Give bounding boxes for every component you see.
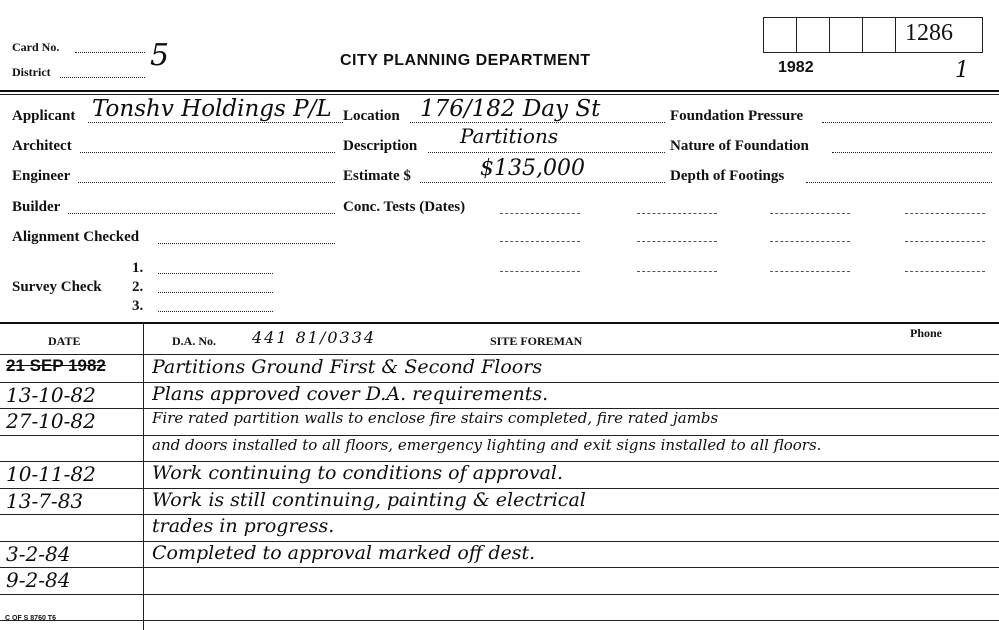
description-line (428, 152, 665, 153)
conc-line-1c (770, 213, 850, 214)
depth-footings-label: Depth of Footings (670, 168, 785, 184)
builder-label: Builder (12, 199, 61, 215)
survey-item-2: 2. (132, 279, 144, 295)
log-date: 13-10-82 (6, 382, 96, 407)
conc-line-1d (905, 213, 985, 214)
conc-line-2b (637, 241, 717, 242)
log-note: Work continuing to conditions of approval. (152, 462, 564, 484)
conc-tests-label: Conc. Tests (Dates) (343, 199, 466, 215)
footer-code: C OF S 8760 T6 (5, 615, 56, 622)
architect-label: Architect (12, 138, 72, 154)
log-date: 13-7-83 (6, 488, 84, 513)
log-note: Plans approved cover D.A. requirements. (152, 382, 549, 405)
applicant-value: Tonshv Holdings P/L (92, 96, 332, 122)
location-line (410, 122, 665, 123)
log-date: 10-11-82 (6, 462, 96, 486)
description-value: Partitions (460, 124, 559, 148)
number-box-1 (763, 17, 797, 53)
log-row-rule (0, 514, 999, 515)
conc-line-3b (637, 271, 717, 272)
number-box-2 (796, 17, 830, 53)
conc-line-3c (770, 271, 850, 272)
da-value: 441 81/0334 (252, 328, 377, 347)
log-note: trades in progress. (152, 515, 335, 537)
number-box-4 (862, 17, 896, 53)
log-top-rule (0, 322, 999, 324)
conc-line-2c (770, 241, 850, 242)
year-label: 1982 (778, 59, 814, 76)
conc-line-3a (500, 271, 580, 272)
conc-line-1b (637, 213, 717, 214)
builder-line (68, 213, 335, 214)
conc-line-2d (905, 241, 985, 242)
foundation-pressure-label: Foundation Pressure (670, 108, 804, 124)
district-line (60, 77, 145, 78)
number-box-3 (829, 17, 863, 53)
da-label: D.A. No. (172, 334, 216, 348)
alignment-line (158, 243, 335, 244)
site-foreman-label: SITE FOREMAN (490, 334, 583, 348)
applicant-label: Applicant (12, 108, 76, 124)
estimate-label: Estimate $ (343, 168, 411, 184)
date-header: DATE (48, 334, 81, 348)
applicant-line (88, 122, 343, 123)
conc-line-2a (500, 241, 580, 242)
conc-line-1a (500, 213, 580, 214)
nature-foundation-line (832, 152, 992, 153)
department-title: CITY PLANNING DEPARTMENT (340, 52, 591, 69)
architect-line (80, 152, 335, 153)
phone-label: Phone (910, 326, 943, 340)
log-note: Completed to approval marked off dest. (152, 541, 536, 564)
log-header-rule (0, 354, 999, 355)
nature-foundation-label: Nature of Foundation (670, 138, 809, 154)
header-rule (0, 90, 999, 92)
estimate-value: $135,000 (480, 156, 585, 181)
log-date: 3-2-84 (6, 541, 71, 566)
depth-footings-line (806, 182, 992, 183)
log-note: Partitions Ground First & Second Floors (152, 356, 543, 378)
description-label: Description (343, 138, 418, 154)
location-label: Location (343, 108, 400, 124)
log-row-rule (0, 594, 999, 595)
log-date: 9-2-84 (6, 568, 71, 592)
corner-mark: 1 (955, 58, 969, 83)
card-no-label: Card No. (12, 40, 60, 54)
survey-line-3 (158, 311, 273, 312)
survey-line-1 (158, 273, 273, 274)
log-note: Fire rated partition walls to enclose fire stairs completed, fire rated jambs (152, 409, 719, 427)
card-no-value: 5 (150, 38, 170, 73)
foundation-pressure-line (822, 122, 992, 123)
engineer-line (78, 182, 335, 183)
survey-item-3: 3. (132, 298, 144, 314)
survey-item-1: 1. (132, 260, 144, 276)
log-note: Work is still continuing, painting & electrical (152, 488, 586, 511)
log-date: 27-10-82 (6, 409, 96, 433)
log-row-rule (0, 620, 999, 621)
log-date: 21 SEP 1982 (6, 356, 106, 375)
conc-line-3d (905, 271, 985, 272)
location-value: 176/182 Day St (420, 96, 601, 122)
date-column-divider (143, 324, 144, 630)
card-number: 1286 (905, 20, 953, 46)
district-label: District (12, 65, 51, 79)
estimate-line (420, 182, 665, 183)
survey-line-2 (158, 292, 273, 293)
alignment-label: Alignment Checked (12, 229, 140, 245)
survey-label: Survey Check (12, 279, 102, 295)
log-row-rule (0, 567, 999, 568)
header-rule-thin (0, 94, 999, 95)
card-no-line (75, 52, 145, 53)
log-note: and doors installed to all floors, emergency lighting and exit signs installed to all floors. (152, 435, 822, 454)
engineer-label: Engineer (12, 168, 71, 184)
